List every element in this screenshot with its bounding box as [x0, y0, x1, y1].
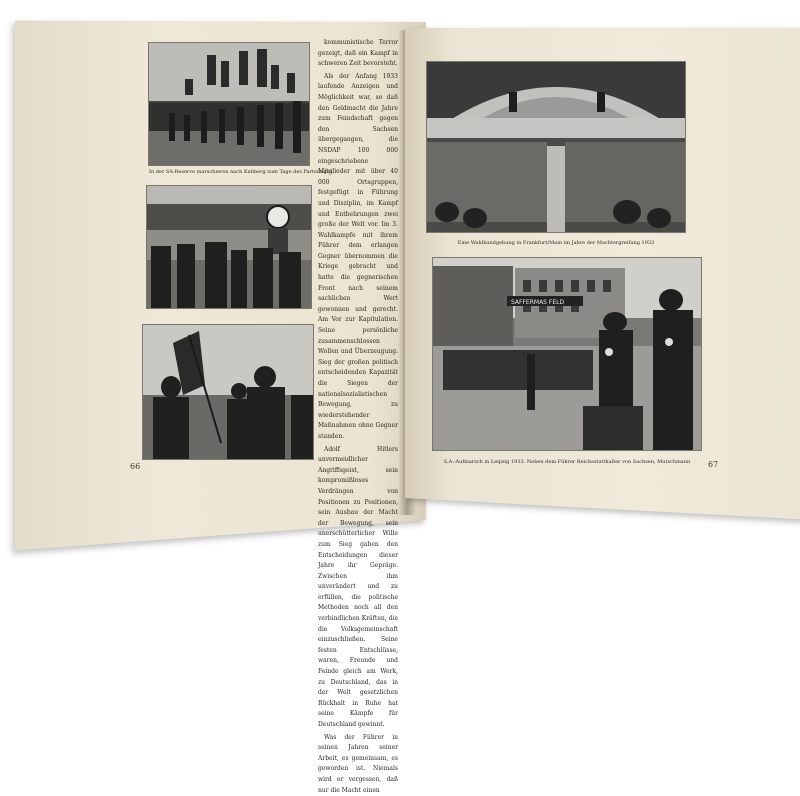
sa-march-caption: S.A.-Aufmarsch in Leipzig 1933. Neben dem Führer Reichsstatthalter von Sachsen, Mutschmann [443, 459, 691, 465]
sign-text: SAFFERMAS FELD [511, 299, 565, 306]
photo-handshake [143, 325, 313, 459]
left-page-number: 66 [130, 462, 141, 471]
photo-sa-standards [147, 186, 311, 308]
photo-rally-hall [427, 62, 685, 232]
paragraph: Was der Führer in seinen Jahren seiner Arbeit, es gemeinsam, es geworden ist. Niemals wird er vergessen, daß nur die Macht einen [318, 733, 398, 794]
left-page-text-column [318, 38, 398, 794]
paragraph: Adolf Hitlers unvermeidlicher Angriffsgeist, sein kompromißloses Verdrängen von Positionen zu Positionen, sein Ausbau der Macht der Bewegung, sein unerschütterlicher Wille zum Sieg gaben den Entscheidungen dieser Jahre ihr Gepräge. Zwischen ihm unverändert und zu erfüllen, die politische Methoden noch all den verbindlichen Kräften, die die Volksgemeinschaft einzuschließen. Seine festen Entschlüsse, waren, Freunde und Feinde gleich am Werk, zu Deutschland, das in der Welt gesetzlichen Rückhalt in Ruhe hat seine Kämpfe für Deutschland gewinnt. [318, 445, 398, 728]
paragraph: Als der Anfang 1933 laufende Anzeigen und Möglichkeit war, so daß den Geldmacht die Jahre zum Feindschaft gegen den Sachsen übergegangen, die NSDAP 100 000 eingeschriebene Mitglieder mit über 40 000 Ortsgruppen, festgefügt in Führung und Disziplin, im Kampf und Entbehrungen zwei große der Welt vor. Im 3. Wahlkampfe mit ihrem Führer dem erlangen Gegner übernommen die Kriege gebracht und hatte die gegnerischen Front nach seinem sachlichen Wert gewonnen und gerecht. Am Vor zur Kapitulation. Seine persönliche zusammenschlossen Wollen und Überzeugung. Sieg der großen politisch entscheidenden Kapazität die Siegen der nationalsozialistischen Bewegung, zu wiederstehender Maßnahmen ohne Gegner standen. [318, 72, 398, 440]
photo-flag-parade [149, 43, 309, 165]
rally-hall-caption: Eine Wahlkundgebung in Frankfurt/Main im Jahre der Machtergreifung 1933 [457, 240, 655, 246]
paragraph: kommunistische Terror gezeigt, daß ein Kampf in schweren Zeit bevorsteht. [318, 39, 398, 68]
left-photo-1-caption: In der SA-Reserve marschieren nach Kuhberg zum Tage des Parteitages [149, 169, 333, 175]
right-page-number: 67 [708, 460, 719, 469]
photo-sa-march [433, 258, 701, 450]
